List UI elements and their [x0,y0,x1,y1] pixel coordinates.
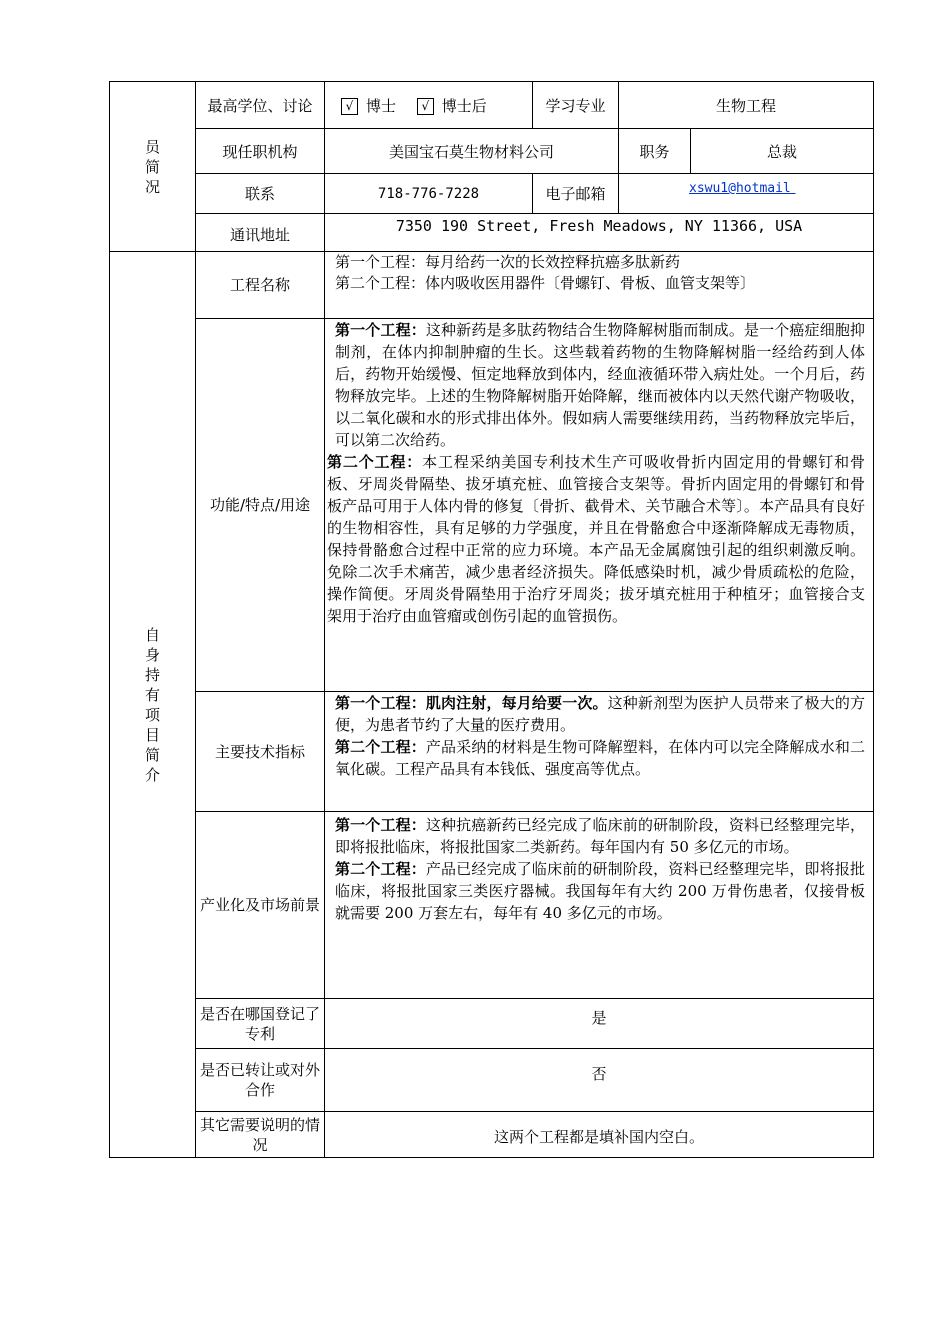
degree-options [325,82,533,129]
market-p2: 第二个工程：产品已经完成了临床前的研制阶段，资料已经整理完毕，即将报批临床，将报批国家三类医疗器械。我国每年有大约 200 万骨伤患者，仅接骨板就需要 200 万套左右，每年有 40 多亿元的市场。 [335,860,866,922]
address-label: 通讯地址 [196,214,325,252]
employer-value: 美国宝石莫生物材料公司 [325,129,619,174]
tech-p1: 第一个工程：肌肉注射，每月给要一次。这种新剂型为医护人员带来了极大的方便，为患者节约了大量的医疗费用。 [335,694,865,734]
other-value: 这两个工程都是填补国内空白。 [325,1112,874,1158]
degree-postdoc: 博士后 [441,96,487,115]
transfer-label: 是否已转让或对外合作 [196,1049,325,1112]
application-form-table [109,81,874,1158]
position-value: 总裁 [691,129,874,174]
email-cell [619,174,874,214]
email-link[interactable]: xswu1@hotmail [689,181,791,196]
email-label: 电子邮箱 [533,174,619,214]
market-value [325,812,874,999]
major-value: 生物工程 [619,82,874,129]
degree-phd: 博士 [366,96,397,115]
position-label: 职务 [619,129,691,174]
checkbox-phd[interactable]: √ [341,98,358,115]
other-label: 其它需要说明的情况 [196,1112,325,1158]
checkbox-postdoc[interactable]: √ [417,98,434,115]
tech-p2: 第二个工程：产品采纳的材料是生物可降解塑料，在体内可以完全降解成水和二氧化碳。工程产品具有本钱低、强度高等优点。 [335,738,865,778]
market-label: 产业化及市场前景 [196,812,325,999]
project-name-line1: 第一个工程：每月给药一次的长效控释抗癌多肽新药 [335,253,681,271]
function-value [325,319,874,692]
degree-label: 最高学位、讨论 [196,82,325,129]
patent-label: 是否在哪国登记了专利 [196,999,325,1049]
transfer-value: 否 [325,1049,874,1112]
function-p2: 第二个工程：本工程采纳美国专利技术生产可吸收骨折内固定用的骨螺钉和骨板、牙周炎骨隔垫、拔牙填充桩、血管接合支架等。骨折内固定用的骨螺钉和骨板产品可用于人体内骨的修复〔骨折、截骨术、关节融合术等〕。本产品具有良好的生物相容性，具有足够的力学强度，并且在骨骼愈合中逐渐降解成无毒物质，保持骨骼愈合过程中正常的应力环境。本产品无金属腐蚀引起的组织刺激反响。免除二次手术痛苦，减少患者经济损失。降低感染时机，减少骨质疏松的危险，操作简便。牙周炎骨隔垫用于治疗牙周炎；拔牙填充桩用于种植牙；血管接合支架用于治疗由血管瘤或创伤引起的血管损伤。 [327,453,866,625]
patent-value: 是 [325,999,874,1049]
phone-label: 联系 [196,174,325,214]
function-p1: 第一个工程：这种新药是多肽药物结合生物降解树脂而制成。是一个癌症细胞抑制剂，在体内抑制肿瘤的生长。这些载着药物的生物降解树脂一经给药到人体后，药物开始缓慢、恒定地释放到体内，经血液循环带入病灶处。一个月后，药物释放完毕。上述的生物降解树脂开始降解，继而被体内以天然代谢产物吸收，以二氧化碳和水的形式排出体外。假如病人需要继续用药，当药物释放完毕后，可以第二次给药。 [335,321,866,449]
major-label: 学习专业 [533,82,619,129]
project-section-label: 自 身 持 有 项 目 简 介 [110,252,196,1158]
tech-value [325,692,874,812]
employer-label: 现任职机构 [196,129,325,174]
function-label: 功能/特点/用途 [196,319,325,692]
tech-label: 主要技术指标 [196,692,325,812]
project-name-value [325,252,874,319]
project-name-label: 工程名称 [196,252,325,319]
address-value: 7350 190 Street, Fresh Meadows, NY 11366, USA [325,214,874,252]
project-name-line2: 第二个工程：体内吸收医用器件〔骨螺钉、骨板、血管支架等〕 [335,274,756,292]
market-p1: 第一个工程：这种抗癌新药已经完成了临床前的研制阶段，资料已经整理完毕，即将报批临床，将报批国家二类新药。每年国内有 50 多亿元的市场。 [335,816,865,856]
phone-value: 718-776-7228 [325,174,533,214]
personal-section-label: 员 简 况 [110,82,196,252]
